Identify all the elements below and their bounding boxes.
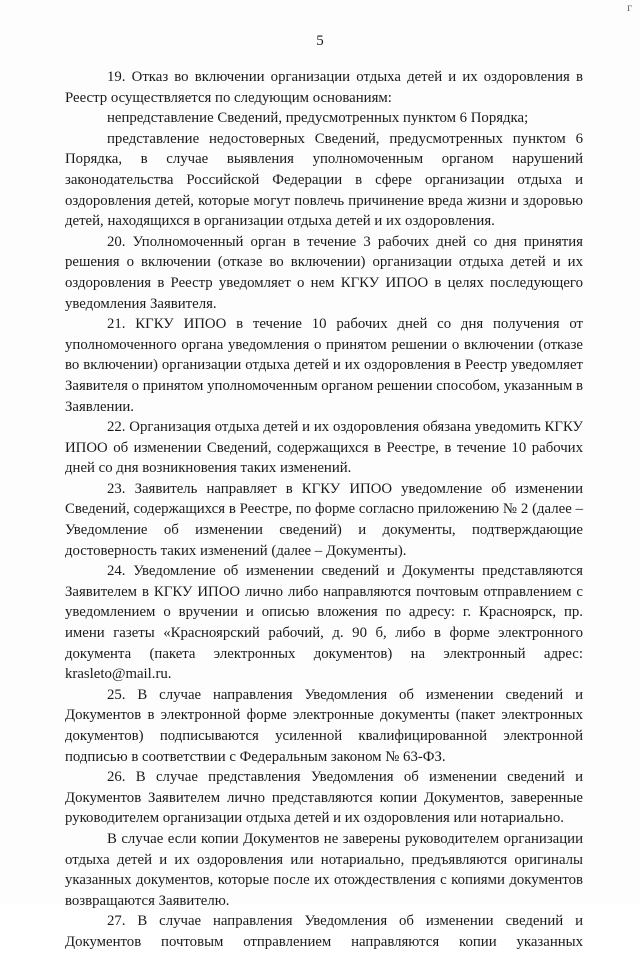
paragraph-19-ground-2: представление недостоверных Сведений, предусмотренных пунктом 6 Порядка, в случае выявления уполномоченным органом нарушений законодательства Российской Федерации в сфере организации отдыха и оздоровления детей, которые могут повлечь причинение вреда жизни и здоровью детей, находящихся в организации отдыха детей и их оздоровления. (65, 130, 583, 230)
document-body (65, 67, 583, 953)
paragraph-27: 27. В случае направления Уведомления об изменении сведений и Документов почтовым отправлением направляются копии указанных (65, 913, 583, 950)
paragraph-26: 26. В случае представления Уведомления об изменении сведений и Документов Заявителем лично представляются копии Документов, заверенные руководителем организации отдыха детей и их оздоровления или нотариально. (65, 769, 583, 827)
paragraph-24: 24. Уведомление об изменении сведений и Документы представляются Заявителем в КГКУ ИПОО лично либо направляются почтовым отправлением с уведомлением о вручении и описью вложения по адресу: г. Красноярск, пр. имени газеты «Красноярский рабочий, д. 90 б, либо в форме электронного документа (пакета электронных документов) на электронный адрес: krasleto@mail.ru. (65, 563, 583, 683)
paragraph-22: 22. Организация отдыха детей и их оздоровления обязана уведомить КГКУ ИПОО об изменении Сведений, содержащихся в Реестре, в течение 10 рабочих дней со дня возникновения таких изменений. (65, 419, 583, 477)
paragraph-25: 25. В случае направления Уведомления об изменении сведений и Документов в электронной форме электронные документы (пакет электронных документов) подписываются усиленной квалифицированной электронной подписью в соответствии с Федеральным законом № 63-ФЗ. (65, 686, 583, 765)
paragraph-23: 23. Заявитель направляет в КГКУ ИПОО уведомление об изменении Сведений, содержащихся в Реестре, по форме согласно приложению № 2 (далее – Уведомление об изменении сведений) и документы, подтверждающие достоверность таких изменений (далее – Документы). (65, 480, 583, 559)
page-number: 5 (316, 33, 324, 49)
paragraph-19-intro: 19. Отказ во включении организации отдыха детей и их оздоровления в Реестр осуществляется по следующим основаниям: (65, 69, 583, 106)
paragraph-19-ground-1: непредставление Сведений, предусмотренных пунктом 6 Порядка; (107, 110, 529, 127)
corner-mark: г (627, 0, 632, 14)
paragraph-21: 21. КГКУ ИПОО в течение 10 рабочих дней со дня получения от уполномоченного органа уведомления о принятом решении о включении (отказе во включении) организации отдыха детей и их оздоровления в Реестр уведомляет Заявителя о принятом уполномоченным органом решении способом, указанным в Заявлении. (65, 316, 584, 415)
paragraph-20: 20. Уполномоченный орган в течение 3 рабочих дней со дня принятия решения о включении (отказе во включении) организации отдыха детей и их оздоровления в Реестр уведомляет о нем КГКУ ИПОО в целях последующего уведомления Заявителя. (65, 233, 583, 312)
paragraph-26-copies: В случае если копии Документов не заверены руководителем организации отдыха детей и их оздоровления или нотариально, предъявляются оригиналы указанных документов, которые после их отождествления с копиями документов возвращаются Заявителю. (65, 830, 583, 909)
